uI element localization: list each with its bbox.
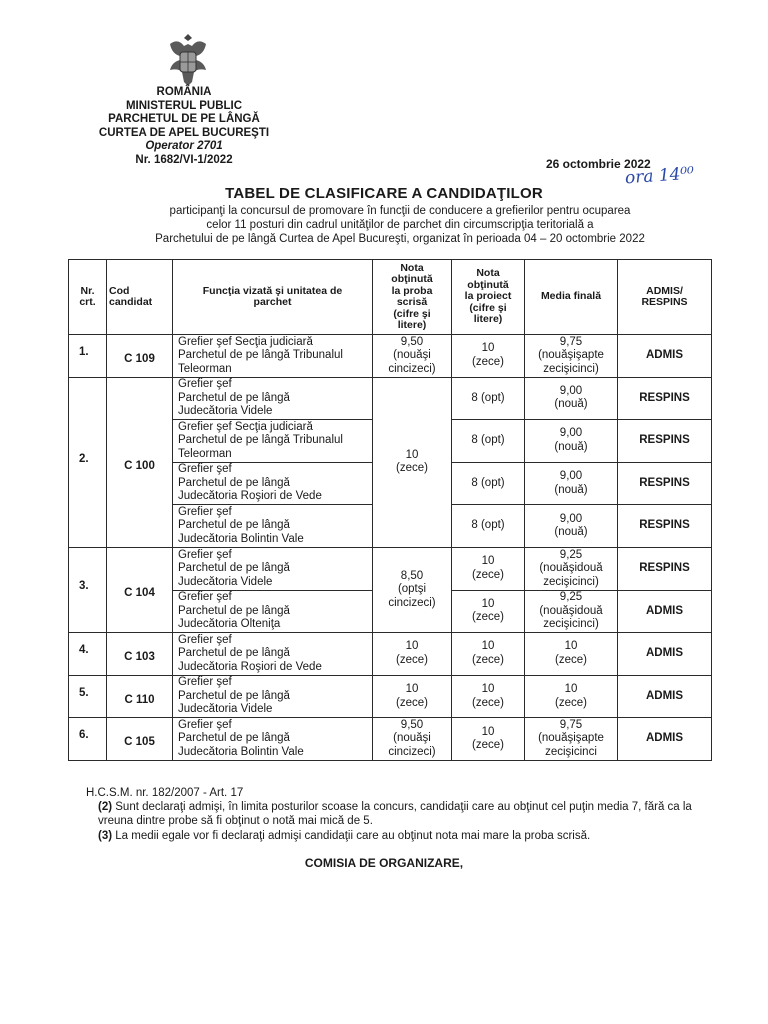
position-unit: [173, 675, 373, 718]
result-status: RESPINS: [618, 377, 712, 420]
text-line: 9,75: [559, 335, 583, 348]
text-line: la proba: [391, 284, 433, 297]
text-line: litere): [473, 313, 503, 326]
position-unit: [173, 462, 373, 505]
text-line: ADMIS/: [646, 284, 683, 297]
header-proiect: [452, 260, 525, 335]
footnote-source: H.C.S.M. nr. 182/2007 - Art. 17: [86, 787, 244, 799]
written-exam-score: [373, 718, 452, 761]
intro-line: participanţi la concursul de promovare în funcţii de conducere a grefierilor pentru ocuparea: [169, 205, 631, 217]
header-line: PARCHETUL DE PE LÂNGĂ: [108, 113, 260, 125]
text-line: 9,75: [559, 718, 583, 731]
handwritten-time-note: ora 14⁰⁰: [624, 163, 695, 189]
project-score: [452, 377, 525, 420]
text-line: la proiect: [464, 290, 512, 303]
result-status: ADMIS: [618, 633, 712, 676]
footnote-2-text: Sunt declaraţi admişi, în limita posturilor scoase la concurs, candidaţii care au obţinut cel puţin media 7, fără ca la vreuna dintre probe să fi obţinut o notă mai mică de 5.: [98, 801, 692, 827]
text-line: (zece): [472, 696, 504, 709]
text-line: crt.: [79, 296, 96, 308]
project-score: [452, 633, 525, 676]
text-line: Parchetul de pe lângă Tribunalul: [178, 349, 343, 362]
text-line: Grefier şef: [178, 676, 232, 689]
text-line: zecişicinci): [543, 362, 599, 375]
candidate-code: C 109: [107, 335, 173, 378]
text-line: cincizeci): [388, 362, 436, 375]
result-status: RESPINS: [618, 547, 712, 590]
candidate-code: C 100: [107, 377, 173, 547]
text-line: 10: [405, 448, 419, 461]
intro-line: Parchetului de pe lângă Curtea de Apel Bucureşti, organizat în perioada 04 – 20 octombrie 2022: [155, 233, 645, 245]
text-line: Grefier şef: [178, 591, 232, 604]
text-line: (nouă): [554, 398, 588, 411]
text-line: 10: [481, 597, 495, 610]
text-line: Funcţia vizată şi unitatea de: [202, 284, 343, 297]
text-line: (zece): [555, 653, 587, 666]
text-line: Grefier şef: [178, 463, 232, 476]
text-line: Parchetul de pe lângă: [178, 562, 290, 575]
written-exam-score: [373, 335, 452, 378]
classification-table: [68, 259, 712, 761]
candidate-code: C 104: [107, 547, 173, 632]
position-unit: [173, 633, 373, 676]
text-line: 8 (opt): [471, 476, 505, 489]
final-average: [525, 675, 618, 718]
text-line: (nouă): [554, 483, 588, 496]
text-line: 10: [481, 555, 495, 568]
header-functia: [173, 260, 373, 335]
text-line: (optşi: [397, 583, 427, 596]
romanian-coat-of-arms-icon: [164, 30, 212, 88]
text-line: (nouă): [554, 526, 588, 539]
text-line: Teleorman: [178, 362, 232, 375]
text-line: 9,25: [559, 591, 583, 604]
text-line: (nouăşidouă: [539, 604, 603, 617]
text-line: Parchetul de pe lângă: [178, 732, 290, 745]
candidate-code: C 103: [107, 633, 173, 676]
text-line: Grefier şef: [178, 505, 232, 518]
text-line: zecişicinci): [543, 618, 599, 631]
position-unit: [173, 420, 373, 463]
position-unit: [173, 590, 373, 633]
result-status: RESPINS: [618, 462, 712, 505]
text-line: (zece): [555, 696, 587, 709]
final-average: [525, 335, 618, 378]
text-line: Grefier şef: [178, 378, 232, 391]
final-average: [525, 633, 618, 676]
header-line: ROMÂNIA: [156, 86, 212, 98]
document-date: 26 octombrie 2022: [546, 157, 651, 171]
text-line: Judecătoria Bolintin Vale: [178, 745, 304, 758]
intro-paragraph: [70, 204, 730, 246]
written-exam-score: [373, 633, 452, 676]
document-number: Nr. 1682/VI-1/2022: [135, 153, 233, 166]
text-line: 8 (opt): [471, 391, 505, 404]
text-line: 10: [405, 683, 419, 696]
text-line: 10: [481, 640, 495, 653]
footnote-3: [98, 829, 718, 843]
text-line: cincizeci): [388, 745, 436, 758]
text-line: 10: [481, 342, 495, 355]
text-line: Parchetul de pe lângă: [178, 476, 290, 489]
text-line: Judecătoria Olteniţa: [178, 618, 281, 631]
text-line: Judecătoria Videle: [178, 575, 273, 588]
text-line: 9,00: [559, 427, 583, 440]
text-line: (nouăşi: [393, 349, 431, 362]
text-line: 10: [564, 683, 578, 696]
position-unit: [173, 718, 373, 761]
header-media: [525, 260, 618, 335]
text-line: Parchetul de pe lângă: [178, 391, 290, 404]
text-line: 8,50: [400, 569, 424, 582]
text-line: Nota: [476, 267, 500, 280]
final-average: [525, 462, 618, 505]
table-header-row: [69, 260, 712, 335]
text-line: 10: [481, 725, 495, 738]
text-line: cincizeci): [388, 596, 436, 609]
text-line: (nouăşidouă: [539, 562, 603, 575]
header-line: MINISTERUL PUBLIC: [125, 99, 243, 112]
text-line: 9,25: [559, 548, 583, 561]
result-status: ADMIS: [618, 335, 712, 378]
table-row: [69, 675, 712, 718]
text-line: Cod: [109, 284, 130, 297]
text-line: obţinută: [391, 273, 433, 285]
text-line: 8 (opt): [471, 519, 505, 532]
text-line: zecişicinci): [543, 575, 599, 588]
row-number: 1.: [69, 335, 107, 378]
row-number: 3.: [69, 547, 107, 632]
text-line: (cifre şi: [393, 307, 431, 320]
project-score: [452, 590, 525, 633]
row-number: 4.: [69, 633, 107, 676]
text-line: 9,00: [559, 384, 583, 397]
result-status: ADMIS: [618, 718, 712, 761]
text-line: Nota: [400, 261, 424, 274]
position-unit: [173, 377, 373, 420]
table-row: [69, 633, 712, 676]
header-scris: [373, 260, 452, 335]
footnote-3-text: La medii egale vor fi declaraţi admişi candidaţii care au obţinut nota mai mare la proba scrisă.: [112, 830, 591, 842]
written-exam-score: [373, 377, 452, 547]
result-status: RESPINS: [618, 420, 712, 463]
header-line: CURTEA DE APEL BUCUREŞTI: [98, 126, 270, 139]
text-line: (zece): [472, 653, 504, 666]
text-line: Parchetul de pe lângă: [178, 689, 290, 702]
text-line: (zece): [396, 696, 428, 709]
text-line: Parchetul de pe lângă Tribunalul: [178, 434, 343, 447]
text-line: 10: [405, 640, 419, 653]
position-unit: [173, 547, 373, 590]
text-line: Teleorman: [178, 447, 232, 460]
text-line: parchet: [253, 296, 292, 308]
text-line: (cifre şi: [469, 301, 507, 314]
text-line: (nouă): [554, 440, 588, 453]
candidate-code: C 110: [107, 675, 173, 718]
final-average: [525, 718, 618, 761]
text-line: Grefier şef: [178, 548, 232, 561]
document-title: TABEL DE CLASIFICARE A CANDIDAŢILOR: [225, 185, 543, 202]
text-line: Grefier şef Secţia judiciară: [178, 335, 313, 348]
position-unit: [173, 335, 373, 378]
project-score: [452, 675, 525, 718]
text-line: (zece): [472, 611, 504, 624]
text-line: candidat: [109, 296, 153, 308]
text-line: Grefier şef Secţia judiciară: [178, 420, 313, 433]
text-line: (nouăşi: [393, 732, 431, 745]
text-line: 10: [481, 683, 495, 696]
final-average: [525, 420, 618, 463]
intro-line: celor 11 posturi din cadrul unităţilor de parchet din circumscripţia teritorială a: [206, 219, 594, 231]
institution-header: [84, 86, 284, 167]
row-number: 2.: [69, 377, 107, 547]
text-line: 9,00: [559, 470, 583, 483]
text-line: Judecătoria Videle: [178, 405, 273, 418]
result-status: RESPINS: [618, 505, 712, 548]
text-line: Judecătoria Videle: [178, 703, 273, 716]
text-line: (nouăşişapte: [538, 349, 604, 362]
text-line: 9,00: [559, 512, 583, 525]
project-score: [452, 420, 525, 463]
text-line: 10: [564, 640, 578, 653]
project-score: [452, 718, 525, 761]
text-line: scrisă: [396, 296, 428, 308]
table-row: [69, 547, 712, 590]
written-exam-score: [373, 547, 452, 632]
text-line: Media finală: [540, 290, 602, 303]
result-status: ADMIS: [618, 590, 712, 633]
project-score: [452, 505, 525, 548]
header-nr: [69, 260, 107, 335]
text-line: Judecătoria Roşiori de Vede: [178, 490, 322, 503]
text-line: (nouăşişapte: [538, 732, 604, 745]
text-line: (zece): [472, 355, 504, 368]
written-exam-score: [373, 675, 452, 718]
text-line: RESPINS: [641, 296, 688, 308]
final-average: [525, 590, 618, 633]
text-line: Judecătoria Roşiori de Vede: [178, 660, 322, 673]
text-line: Grefier şef: [178, 718, 232, 731]
project-score: [452, 462, 525, 505]
text-line: obţinută: [467, 278, 509, 291]
footnote-2-number: (2): [98, 801, 113, 813]
final-average: [525, 505, 618, 548]
signature-label: COMISIA DE ORGANIZARE,: [304, 856, 464, 870]
row-number: 6.: [69, 718, 107, 761]
text-line: zecişicinci: [545, 745, 597, 758]
text-line: 9,50: [400, 718, 424, 731]
project-score: [452, 335, 525, 378]
final-average: [525, 547, 618, 590]
row-number: 5.: [69, 675, 107, 718]
text-line: 8 (opt): [471, 434, 505, 447]
text-line: (zece): [472, 739, 504, 752]
candidate-code: C 105: [107, 718, 173, 761]
footnote-2: [98, 800, 718, 828]
header-cod: [107, 260, 173, 335]
final-average: [525, 377, 618, 420]
text-line: (zece): [472, 568, 504, 581]
text-line: litere): [397, 319, 427, 331]
table-row: [69, 377, 712, 420]
result-status: ADMIS: [618, 675, 712, 718]
text-line: Parchetul de pe lângă: [178, 604, 290, 617]
text-line: Parchetul de pe lângă: [178, 519, 290, 532]
text-line: (zece): [396, 462, 428, 475]
text-line: Parchetul de pe lângă: [178, 647, 290, 660]
text-line: Nr.: [80, 284, 95, 297]
footnote-3-number: (3): [98, 830, 113, 842]
text-line: Judecătoria Bolintin Vale: [178, 532, 304, 545]
text-line: 9,50: [400, 335, 424, 348]
project-score: [452, 547, 525, 590]
operator-line: Operator 2701: [145, 140, 223, 152]
text-line: Grefier şef: [178, 633, 232, 646]
table-row: [69, 718, 712, 761]
position-unit: [173, 505, 373, 548]
table-row: [69, 335, 712, 378]
header-rezultat: [618, 260, 712, 335]
text-line: (zece): [396, 653, 428, 666]
